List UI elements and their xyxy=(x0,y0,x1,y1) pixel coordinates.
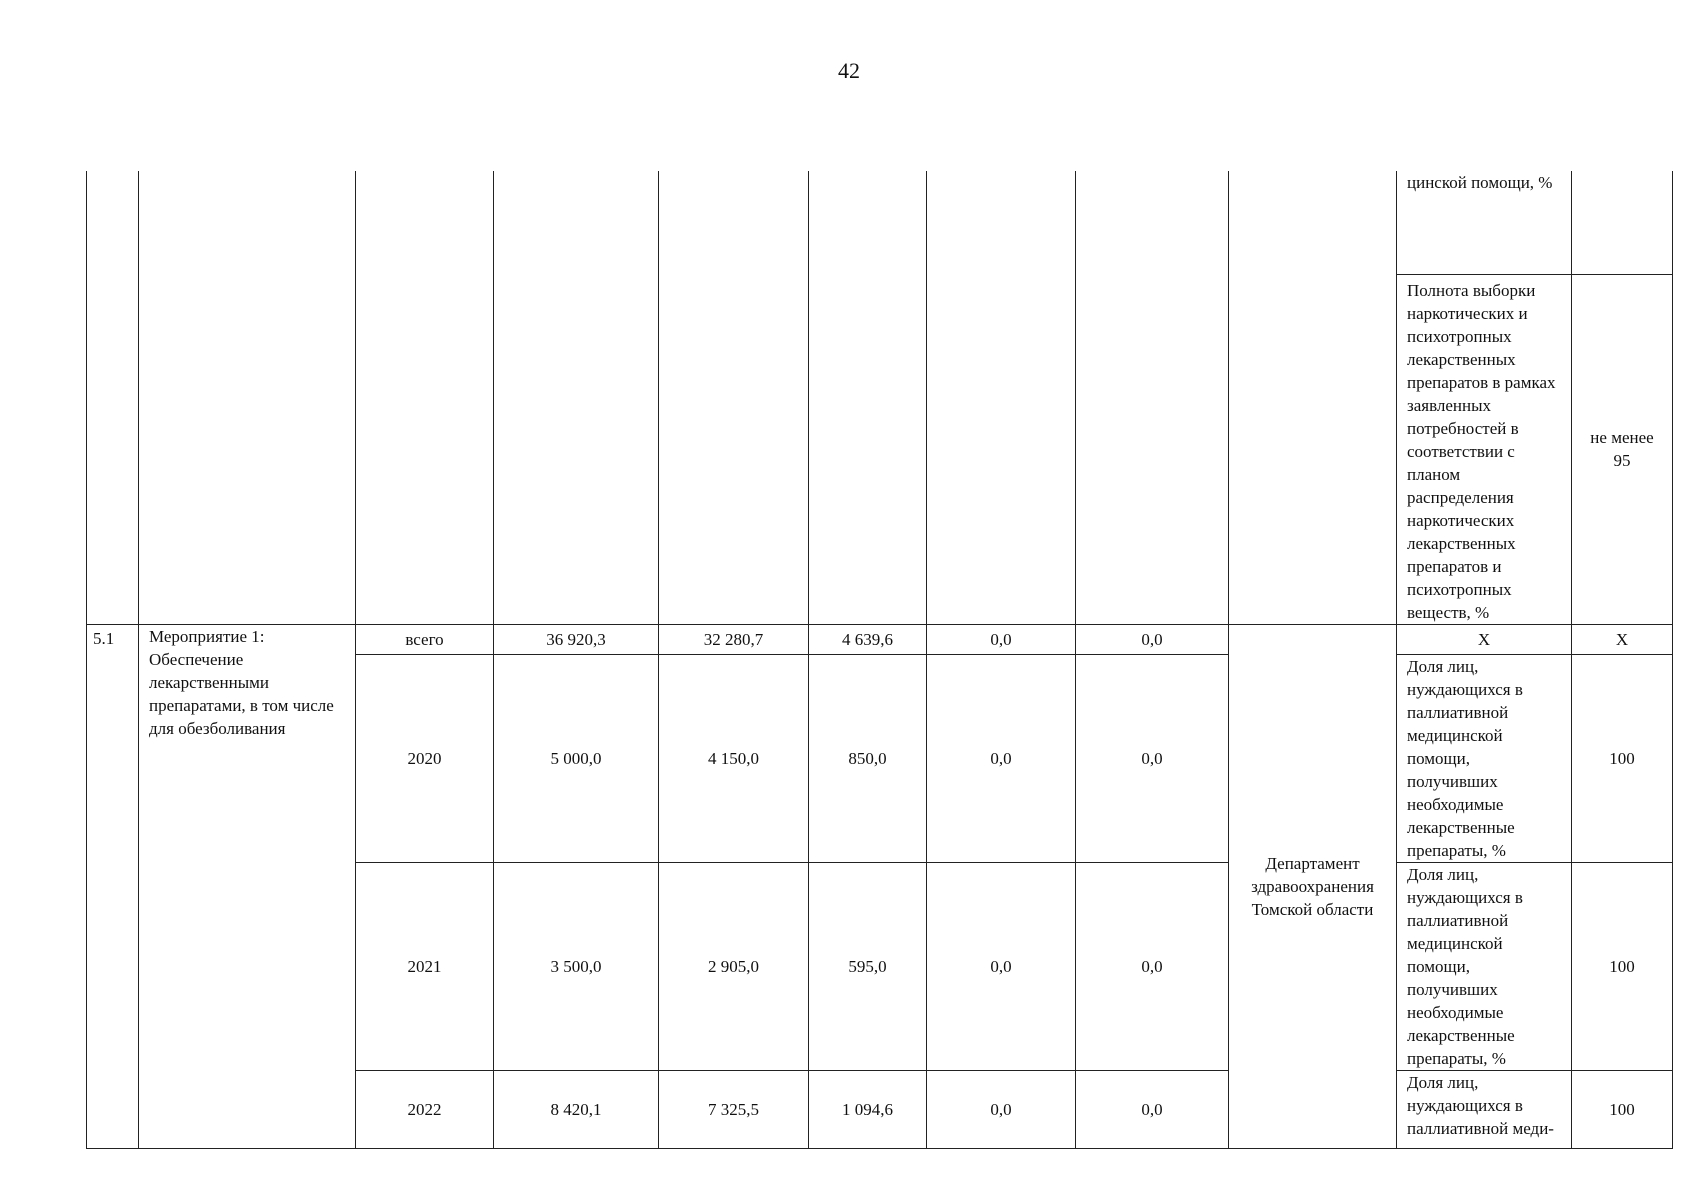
row-number: 5.1 xyxy=(87,624,139,1148)
continued-row xyxy=(87,171,1673,274)
value-cell: 100 xyxy=(1572,654,1673,862)
indicator-cell: Доля лиц, нуждающихся в паллиативной меди- xyxy=(1397,1070,1572,1148)
col-4: 0,0 xyxy=(1076,862,1229,1070)
indicator-cell: Полнота выборки наркотических и психотропных лекарственных препаратов в рамках заявленных потребностей в соответствии с планом распределения наркотических лекарственных препаратов и психотропных веществ, % xyxy=(1397,274,1572,624)
total: 8 420,1 xyxy=(494,1070,659,1148)
col-1: 2 905,0 xyxy=(659,862,809,1070)
page-number: 42 xyxy=(838,58,860,83)
cell-empty xyxy=(356,171,494,624)
cell-empty xyxy=(494,171,659,624)
cell-empty xyxy=(927,171,1076,624)
indicator-cell: цинской помощи, % xyxy=(1397,171,1572,274)
indicator-cell: Х xyxy=(1397,624,1572,654)
col-1: 4 150,0 xyxy=(659,654,809,862)
cell-empty xyxy=(1229,171,1397,624)
cell-empty xyxy=(139,171,356,624)
period: 2020 xyxy=(356,654,494,862)
indicator-cell: Доля лиц, нуждающихся в паллиативной медицинской помощи, получивших необходимые лекарственные препараты, % xyxy=(1397,654,1572,862)
value-cell: не менее 95 xyxy=(1572,274,1673,624)
col-2: 850,0 xyxy=(809,654,927,862)
col-3: 0,0 xyxy=(927,654,1076,862)
value-cell: 100 xyxy=(1572,862,1673,1070)
period: 2022 xyxy=(356,1070,494,1148)
col-1: 32 280,7 xyxy=(659,624,809,654)
col-3: 0,0 xyxy=(927,624,1076,654)
col-2: 595,0 xyxy=(809,862,927,1070)
table-row xyxy=(87,624,1673,654)
value-cell: 100 xyxy=(1572,1070,1673,1148)
indicator-cell: Доля лиц, нуждающихся в паллиативной медицинской помощи, получивших необходимые лекарственные препараты, % xyxy=(1397,862,1572,1070)
cell-empty xyxy=(1076,171,1229,624)
period: всего xyxy=(356,624,494,654)
col-2: 1 094,6 xyxy=(809,1070,927,1148)
cell-empty xyxy=(659,171,809,624)
col-3: 0,0 xyxy=(927,1070,1076,1148)
value-cell xyxy=(1572,171,1673,274)
cell-empty xyxy=(87,171,139,624)
col-3: 0,0 xyxy=(927,862,1076,1070)
total: 5 000,0 xyxy=(494,654,659,862)
measure-name: Мероприятие 1: Обеспечение лекарственными препаратами, в том числе для обезболивания xyxy=(139,624,356,1148)
col-4: 0,0 xyxy=(1076,1070,1229,1148)
col-4: 0,0 xyxy=(1076,654,1229,862)
cell-empty xyxy=(809,171,927,624)
col-2: 4 639,6 xyxy=(809,624,927,654)
total: 36 920,3 xyxy=(494,624,659,654)
col-4: 0,0 xyxy=(1076,624,1229,654)
executor: Департамент здравоохранения Томской области xyxy=(1229,624,1397,1148)
program-table xyxy=(86,171,1673,1149)
col-1: 7 325,5 xyxy=(659,1070,809,1148)
value-cell: Х xyxy=(1572,624,1673,654)
total: 3 500,0 xyxy=(494,862,659,1070)
period: 2021 xyxy=(356,862,494,1070)
